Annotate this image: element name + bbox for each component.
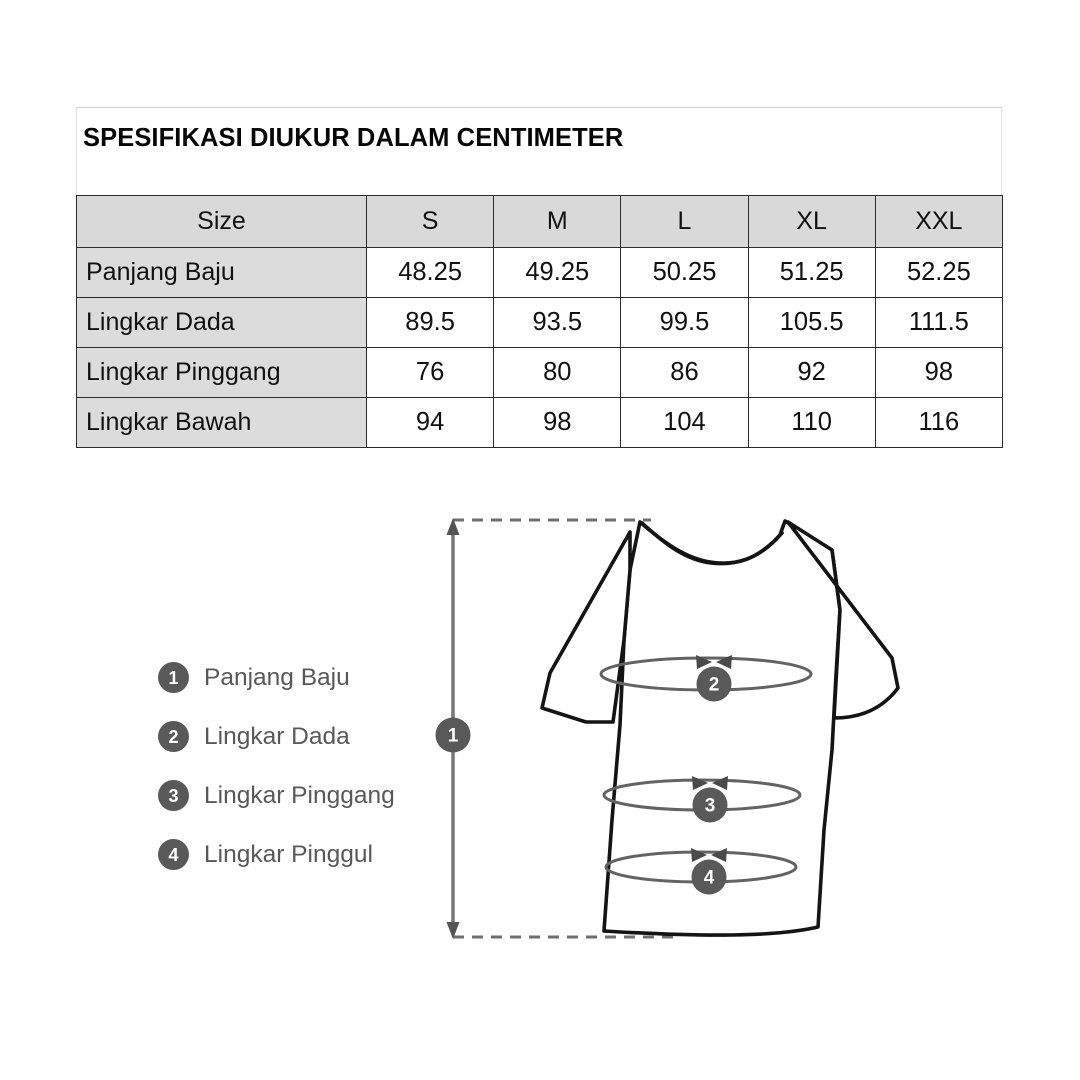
tshirt-measurement-diagram: [420, 490, 960, 980]
row-label-lingkar-pinggang: Lingkar Pinggang: [77, 348, 367, 398]
cell-lingkar-bawah-xl: 110: [748, 398, 875, 448]
left-sleeve-path: [542, 532, 630, 722]
diagram-badge-2-icon: [697, 667, 732, 702]
size-specification-table: [76, 195, 1003, 448]
legend-label-lingkar-pinggul: Lingkar Pinggul: [204, 840, 373, 868]
cell-panjang-baju-l: 50.25: [621, 248, 748, 298]
diagram-badge-2-text: 2: [708, 674, 720, 696]
table-header: [77, 196, 1003, 248]
legend-item-lingkar-dada: [158, 707, 395, 766]
diagram-badge-4-icon: [692, 860, 727, 895]
cell-panjang-baju-xl: 51.25: [748, 248, 875, 298]
table-row: [77, 248, 1003, 298]
diagram-badge-3-icon: [693, 788, 728, 823]
cell-lingkar-dada-xxl: 111.5: [875, 298, 1002, 348]
legend-item-lingkar-pinggul: [158, 825, 395, 884]
cell-lingkar-pinggang-s: 76: [367, 348, 494, 398]
title-block: [76, 107, 1002, 195]
row-label-lingkar-dada: Lingkar Dada: [77, 298, 367, 348]
diagram-badge-3-text: 3: [704, 795, 716, 817]
cell-lingkar-dada-s: 89.5: [367, 298, 494, 348]
cell-lingkar-pinggang-l: 86: [621, 348, 748, 398]
column-header-xl: XL: [748, 196, 875, 248]
legend-item-lingkar-pinggang: [158, 766, 395, 825]
table-body: [77, 248, 1003, 448]
diagram-badge-1-text: 1: [447, 725, 459, 747]
cell-lingkar-pinggang-xl: 92: [748, 348, 875, 398]
column-header-size-label: Size: [77, 196, 367, 248]
cell-panjang-baju-s: 48.25: [367, 248, 494, 298]
diagram-badge-1-icon: [436, 718, 471, 753]
column-header-s: S: [367, 196, 494, 248]
legend-label-lingkar-dada: Lingkar Dada: [204, 722, 350, 750]
legend-label-panjang-baju: Panjang Baju: [204, 663, 350, 691]
legend-number-4-icon: 4: [158, 839, 189, 870]
legend-label-lingkar-pinggang: Lingkar Pinggang: [204, 781, 395, 809]
table-row: [77, 398, 1003, 448]
column-header-xxl: XXL: [875, 196, 1002, 248]
cell-lingkar-bawah-m: 98: [494, 398, 621, 448]
page-title: SPESIFIKASI DIUKUR DALAM CENTIMETER: [83, 124, 624, 152]
cell-lingkar-bawah-xxl: 116: [875, 398, 1002, 448]
cell-lingkar-bawah-l: 104: [621, 398, 748, 448]
legend-item-panjang-baju: [158, 648, 395, 707]
legend-number-1-icon: 1: [158, 662, 189, 693]
cell-lingkar-pinggang-m: 80: [494, 348, 621, 398]
legend-number-2-icon: 2: [158, 721, 189, 752]
cell-lingkar-dada-xl: 105.5: [748, 298, 875, 348]
table-row: [77, 348, 1003, 398]
legend-number-3-icon: 3: [158, 780, 189, 811]
cell-lingkar-bawah-s: 94: [367, 398, 494, 448]
cell-lingkar-dada-m: 93.5: [494, 298, 621, 348]
column-header-m: M: [494, 196, 621, 248]
table-row: [77, 298, 1003, 348]
row-label-panjang-baju: Panjang Baju: [77, 248, 367, 298]
column-header-l: L: [621, 196, 748, 248]
cell-panjang-baju-xxl: 52.25: [875, 248, 1002, 298]
table-header-row: [77, 196, 1003, 248]
cell-panjang-baju-m: 49.25: [494, 248, 621, 298]
measurement-legend: [158, 648, 395, 884]
cell-lingkar-pinggang-xxl: 98: [875, 348, 1002, 398]
row-label-lingkar-bawah: Lingkar Bawah: [77, 398, 367, 448]
cell-lingkar-dada-l: 99.5: [621, 298, 748, 348]
diagram-badge-4-text: 4: [703, 867, 715, 889]
